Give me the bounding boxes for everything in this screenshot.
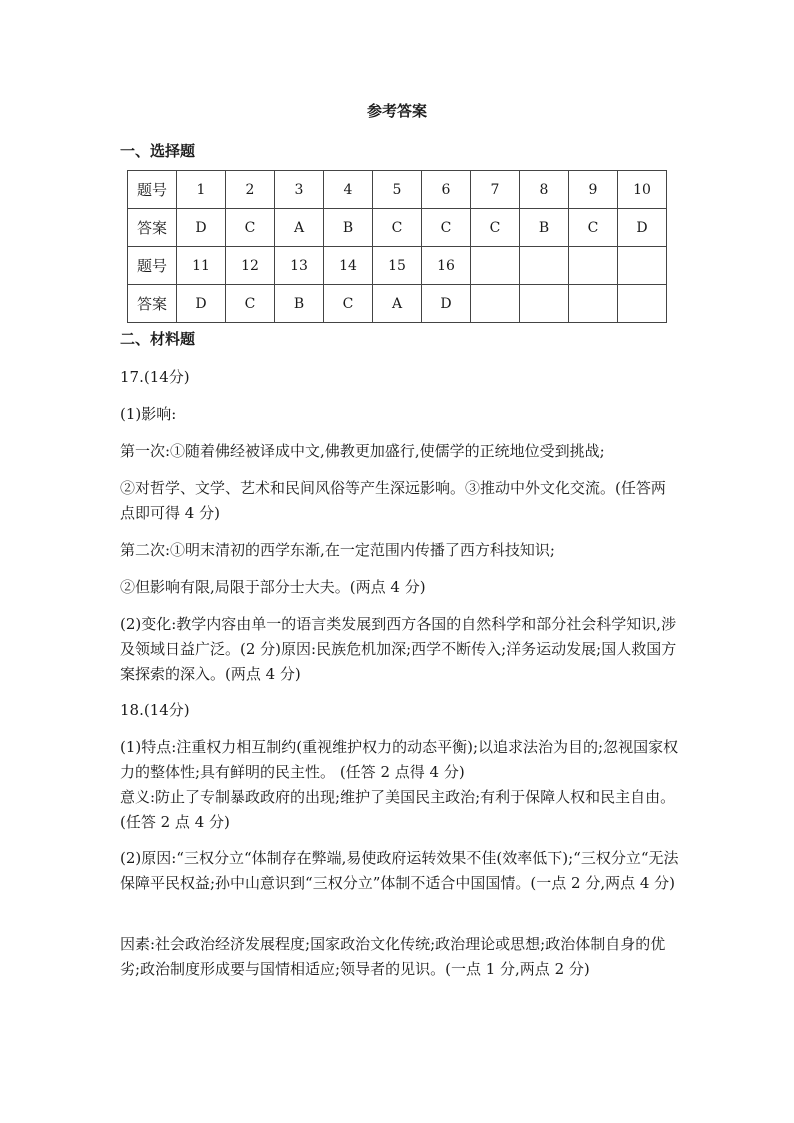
q18-reasons: (2)原因:“三权分立“体制存在弊端,易使政府运转效果不佳(效率低下);“三权分立“无法保障平民权益;孙中山意识到“三权分立”体制不适合中国国情。(一点 2 分,两点 4 分) bbox=[120, 849, 679, 892]
table-cell: 11 bbox=[177, 247, 226, 285]
section-heading-material: 二、材料题 bbox=[120, 330, 196, 348]
table-cell: 12 bbox=[226, 247, 275, 285]
table-cell bbox=[471, 285, 520, 323]
table-cell: 2 bbox=[226, 171, 275, 209]
table-cell: C bbox=[373, 209, 422, 247]
table-cell: 6 bbox=[422, 171, 471, 209]
section-heading-choice: 一、选择题 bbox=[120, 142, 196, 160]
table-cell: 7 bbox=[471, 171, 520, 209]
table-cell: C bbox=[226, 209, 275, 247]
q18-features: (1)特点:注重权力相互制约(重视维护权力的动态平衡);以追求法治为目的;忽视国家权力的整体性;具有鲜明的民主性。 (任答 2 点得 4 分) bbox=[120, 738, 679, 781]
table-cell: A bbox=[275, 209, 324, 247]
q17-second-impact: 第二次:①明末清初的西学东渐,在一定范围内传播了西方科技知识; bbox=[120, 541, 555, 559]
q18-number: 18.(14分) bbox=[120, 701, 190, 719]
page-title: 参考答案 bbox=[366, 102, 427, 120]
table-cell bbox=[569, 285, 618, 323]
q17-part1-heading: (1)影响: bbox=[120, 405, 177, 423]
table-cell: B bbox=[520, 209, 569, 247]
table-cell: A bbox=[373, 285, 422, 323]
table-row-label: 题号 bbox=[128, 171, 177, 209]
table-cell: C bbox=[471, 209, 520, 247]
table-cell: 1 bbox=[177, 171, 226, 209]
table-cell: 13 bbox=[275, 247, 324, 285]
table-cell: B bbox=[324, 209, 373, 247]
table-cell: 5 bbox=[373, 171, 422, 209]
table-cell: 3 bbox=[275, 171, 324, 209]
table-cell bbox=[471, 247, 520, 285]
table-cell: 10 bbox=[618, 171, 667, 209]
table-cell bbox=[520, 285, 569, 323]
table-cell: 15 bbox=[373, 247, 422, 285]
table-cell: D bbox=[422, 285, 471, 323]
table-cell: D bbox=[177, 285, 226, 323]
table-cell: C bbox=[422, 209, 471, 247]
table-cell: C bbox=[324, 285, 373, 323]
table-row-label: 题号 bbox=[128, 247, 177, 285]
q17-first-impact-cont: ②对哲学、文学、艺术和民间风俗等产生深远影响。③推动中外文化交流。(任答两点即可得 4 分) bbox=[120, 479, 666, 522]
table-cell: B bbox=[275, 285, 324, 323]
table-cell: D bbox=[618, 209, 667, 247]
table-cell bbox=[520, 247, 569, 285]
table-row bbox=[128, 285, 667, 323]
table-cell bbox=[618, 285, 667, 323]
table-cell: 14 bbox=[324, 247, 373, 285]
table-row bbox=[128, 247, 667, 285]
q17-number: 17.(14分) bbox=[120, 368, 190, 386]
q17-second-impact-cont: ②但影响有限,局限于部分士大夫。(两点 4 分) bbox=[120, 578, 426, 596]
table-row-label: 答案 bbox=[128, 209, 177, 247]
table-row bbox=[128, 209, 667, 247]
table-cell: 8 bbox=[520, 171, 569, 209]
table-cell bbox=[569, 247, 618, 285]
answer-table bbox=[127, 170, 667, 323]
table-cell: 9 bbox=[569, 171, 618, 209]
table-row-label: 答案 bbox=[128, 285, 177, 323]
q17-part2: (2)变化:教学内容由单一的语言类发展到西方各国的自然科学和部分社会科学知识,涉及领域日益广泛。(2 分)原因:民族危机加深;西学不断传入;洋务运动发展;国人救国方案探索的深入。(两点 4 分) bbox=[120, 615, 677, 683]
table-cell: 4 bbox=[324, 171, 373, 209]
q18-factors: 因素:社会政治经济发展程度;国家政治文化传统;政治理论或思想;政治体制自身的优劣;政治制度形成要与国情相适应;领导者的见识。(一点 1 分,两点 2 分) bbox=[120, 935, 666, 978]
table-cell: 16 bbox=[422, 247, 471, 285]
table-row bbox=[128, 171, 667, 209]
q17-first-impact: 第一次:①随着佛经被译成中文,佛教更加盛行,使儒学的正统地位受到挑战; bbox=[120, 442, 605, 460]
table-cell: C bbox=[569, 209, 618, 247]
q18-significance: 意义:防止了专制暴政政府的出现;维护了美国民主政治;有利于保障人权和民主自由。(任答 2 点 4 分) bbox=[120, 788, 676, 831]
table-cell: C bbox=[226, 285, 275, 323]
table-cell bbox=[618, 247, 667, 285]
table-cell: D bbox=[177, 209, 226, 247]
